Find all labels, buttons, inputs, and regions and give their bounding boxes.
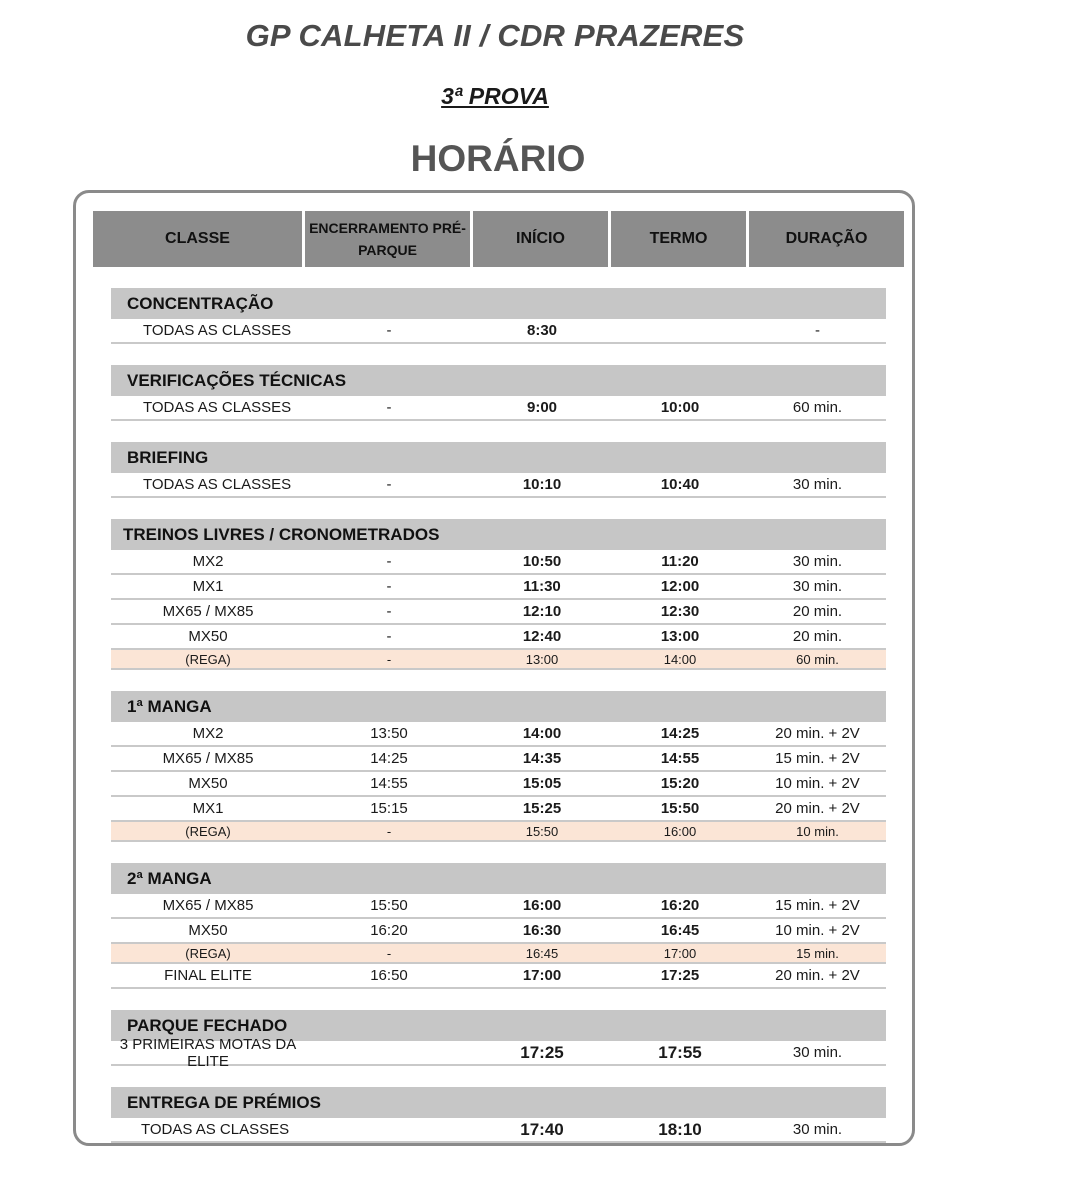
col-header-termo: TERMO xyxy=(611,211,746,267)
cell-duracao: 20 min. + 2V xyxy=(775,800,860,817)
cell-inicio: 17:00 xyxy=(522,967,562,984)
cell-duracao: 20 min. xyxy=(792,628,843,645)
cell-duracao: 30 min. xyxy=(792,553,843,570)
cell-inicio: 12:10 xyxy=(522,603,562,620)
cell-inicio: 9:00 xyxy=(526,399,558,416)
table-row xyxy=(111,600,886,625)
cell-encerramento: 15:50 xyxy=(370,897,408,914)
table-row xyxy=(111,473,886,498)
section-title: ENTREGA DE PRÉMIOS xyxy=(111,1087,886,1118)
cell-inicio: 17:25 xyxy=(520,1042,564,1062)
cell-duracao: 20 min. xyxy=(792,603,843,620)
cell-termo: 14:00 xyxy=(663,651,697,667)
cell-encerramento: 14:25 xyxy=(370,750,408,767)
cell-inicio: 14:35 xyxy=(522,750,562,767)
schedule-heading: HORÁRIO xyxy=(410,138,586,179)
cell-encerramento: - xyxy=(386,628,392,645)
cell-classe: FINAL ELITE xyxy=(164,967,252,984)
cell-encerramento: - xyxy=(386,603,392,620)
cell-duracao: 60 min. xyxy=(796,651,839,667)
col-header-classe: CLASSE xyxy=(93,211,302,267)
table-row xyxy=(111,575,886,600)
cell-termo: 16:00 xyxy=(663,823,697,839)
cell-classe: TODAS AS CLASSES xyxy=(143,476,292,493)
cell-termo: 17:25 xyxy=(660,967,700,984)
cell-inicio: 16:45 xyxy=(525,945,559,961)
cell-classe: (REGA) xyxy=(185,823,231,839)
section-title: CONCENTRAÇÃO xyxy=(111,288,886,319)
cell-classe: MX1 xyxy=(192,800,224,817)
cell-encerramento: 16:50 xyxy=(370,967,408,984)
schedule-section xyxy=(111,863,886,989)
document-title: GP CALHETA II / CDR PRAZERES xyxy=(245,18,745,53)
cell-termo: 15:20 xyxy=(660,775,700,792)
cell-duracao: 10 min. + 2V xyxy=(775,775,860,792)
cell-termo: 17:55 xyxy=(658,1042,702,1062)
cell-encerramento: 16:20 xyxy=(370,922,408,939)
table-row xyxy=(111,319,886,344)
cell-inicio: 15:25 xyxy=(522,800,562,817)
table-row xyxy=(111,1035,886,1070)
cell-termo: 16:45 xyxy=(660,922,700,939)
col-header-inicio: INÍCIO xyxy=(473,211,608,267)
table-row xyxy=(111,894,886,919)
cell-encerramento: - xyxy=(386,578,392,595)
table-row xyxy=(111,797,886,822)
cell-classe: MX1 xyxy=(192,578,224,595)
cell-classe: MX65 / MX85 xyxy=(162,897,254,914)
cell-duracao: 15 min. + 2V xyxy=(775,897,860,914)
table-row xyxy=(111,625,886,650)
schedule-table-body xyxy=(111,288,886,1164)
cell-encerramento: - xyxy=(386,399,392,416)
cell-termo: 11:20 xyxy=(661,553,699,570)
table-row xyxy=(111,964,886,989)
cell-encerramento: 14:55 xyxy=(370,775,408,792)
cell-duracao: 60 min. xyxy=(792,399,843,416)
table-row xyxy=(111,1118,886,1143)
cell-classe: TODAS AS CLASSES xyxy=(143,322,292,339)
cell-termo: 12:00 xyxy=(660,578,700,595)
schedule-section xyxy=(111,288,886,344)
cell-termo: 18:10 xyxy=(658,1119,702,1139)
section-title: PARQUE FECHADO xyxy=(111,1010,886,1041)
cell-duracao: 15 min. + 2V xyxy=(775,750,860,767)
cell-duracao: 10 min. xyxy=(796,823,839,839)
document-subtitle: 3ª PROVA xyxy=(441,83,549,109)
table-row xyxy=(111,772,886,797)
cell-classe: MX50 xyxy=(188,922,228,939)
cell-classe: 3 PRIMEIRAS MOTAS DA ELITE xyxy=(119,1035,297,1070)
cell-classe: TODAS AS CLASSES xyxy=(143,399,292,416)
cell-classe: MX50 xyxy=(188,628,228,645)
cell-encerramento: 15:15 xyxy=(370,800,408,817)
cell-encerramento: - xyxy=(386,651,392,667)
col-header-duracao: DURAÇÃO xyxy=(749,211,904,267)
schedule-section xyxy=(111,1087,886,1143)
cell-inicio: 11:30 xyxy=(523,578,561,595)
section-title: VERIFICAÇÕES TÉCNICAS xyxy=(111,365,886,396)
cell-classe: TODAS AS CLASSES xyxy=(141,1121,290,1138)
cell-inicio: 10:10 xyxy=(522,476,562,493)
cell-inicio: 10:50 xyxy=(522,553,562,570)
cell-inicio: 16:00 xyxy=(522,897,562,914)
cell-classe: MX65 / MX85 xyxy=(162,750,254,767)
cell-inicio: 15:05 xyxy=(522,775,562,792)
table-row xyxy=(111,396,886,421)
cell-duracao: 15 min. xyxy=(796,945,839,961)
table-row xyxy=(111,722,886,747)
cell-termo: 15:50 xyxy=(660,800,700,817)
cell-inicio: 8:30 xyxy=(526,322,558,339)
section-title: 2ª MANGA xyxy=(111,863,886,894)
rega-row xyxy=(111,650,886,670)
cell-inicio: 17:40 xyxy=(520,1119,564,1139)
cell-duracao: 30 min. xyxy=(792,578,843,595)
cell-termo: 12:30 xyxy=(660,603,700,620)
cell-classe: (REGA) xyxy=(185,945,231,961)
cell-classe: MX65 / MX85 xyxy=(162,603,254,620)
cell-classe: MX2 xyxy=(192,725,224,742)
cell-duracao: - xyxy=(815,322,820,339)
col-header-encerramento: ENCERRAMENTO PRÉ-PARQUE xyxy=(305,211,470,267)
rega-row xyxy=(111,822,886,842)
schedule-section xyxy=(111,1010,886,1070)
schedule-section xyxy=(111,519,886,670)
cell-termo: 14:25 xyxy=(660,725,700,742)
cell-inicio: 16:30 xyxy=(522,922,562,939)
cell-duracao: 20 min. + 2V xyxy=(775,725,860,742)
cell-termo: 13:00 xyxy=(660,628,700,645)
cell-encerramento: - xyxy=(386,553,392,570)
table-header xyxy=(93,211,904,267)
cell-classe: MX50 xyxy=(188,775,228,792)
section-title: BRIEFING xyxy=(111,442,886,473)
cell-encerramento: - xyxy=(386,945,392,961)
section-title: 1ª MANGA xyxy=(111,691,886,722)
cell-duracao: 10 min. + 2V xyxy=(775,922,860,939)
section-title: TREINOS LIVRES / CRONOMETRADOS xyxy=(111,519,886,550)
cell-inicio: 15:50 xyxy=(525,823,559,839)
cell-duracao: 20 min. + 2V xyxy=(775,967,860,984)
table-row xyxy=(111,919,886,944)
cell-termo: 10:00 xyxy=(660,399,700,416)
cell-termo: 17:00 xyxy=(663,945,697,961)
schedule-section xyxy=(111,442,886,498)
cell-termo: 10:40 xyxy=(660,476,700,493)
schedule-section xyxy=(111,691,886,842)
cell-termo: 14:55 xyxy=(660,750,700,767)
cell-classe: MX2 xyxy=(192,553,224,570)
cell-termo: 16:20 xyxy=(660,897,700,914)
cell-inicio: 14:00 xyxy=(522,725,562,742)
cell-encerramento: - xyxy=(386,823,392,839)
cell-classe: (REGA) xyxy=(185,651,231,667)
cell-duracao: 30 min. xyxy=(792,1044,843,1061)
schedule-section xyxy=(111,365,886,421)
table-row xyxy=(111,550,886,575)
cell-inicio: 13:00 xyxy=(525,651,559,667)
table-row xyxy=(111,747,886,772)
cell-duracao: 30 min. xyxy=(792,1121,843,1138)
rega-row xyxy=(111,944,886,964)
cell-inicio: 12:40 xyxy=(522,628,562,645)
cell-encerramento: - xyxy=(386,476,392,493)
cell-duracao: 30 min. xyxy=(792,476,843,493)
cell-encerramento: - xyxy=(386,322,392,339)
cell-encerramento: 13:50 xyxy=(370,725,408,742)
